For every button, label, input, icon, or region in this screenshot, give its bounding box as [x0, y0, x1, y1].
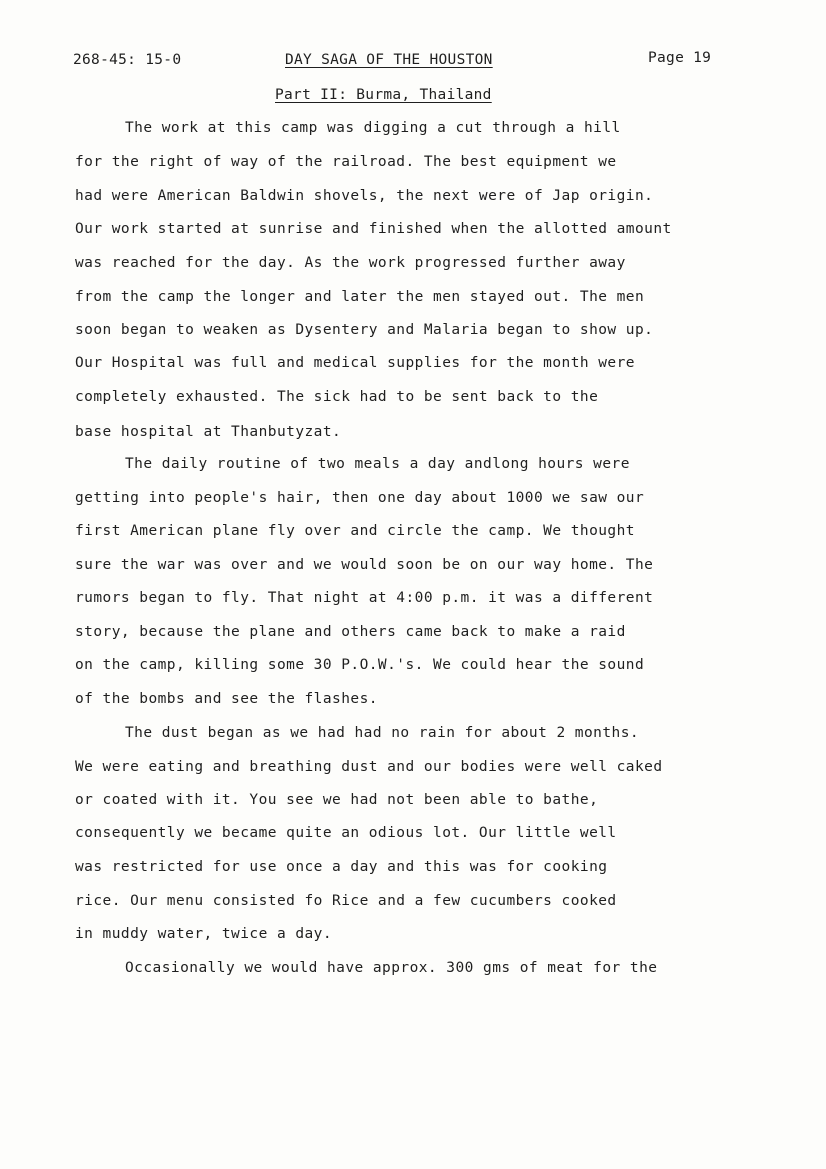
section-subtitle: Part II: Burma, Thailand: [275, 87, 492, 103]
paragraph-1-line-6: from the camp the longer and later the men stayed out. The men: [75, 289, 645, 305]
paragraph-3-line-4: consequently we became quite an odious lot. Our little well: [75, 825, 617, 841]
paragraph-3-line-5: was restricted for use once a day and this was for cooking: [75, 859, 608, 875]
paragraph-1-line-8: Our Hospital was full and medical supplies for the month were: [75, 355, 635, 371]
paragraph-1-line-1: The work at this camp was digging a cut through a hill: [125, 120, 621, 136]
paragraph-2-line-5: rumors began to fly. That night at 4:00 p.m. it was a different: [75, 590, 654, 606]
paragraph-2-line-2: getting into people's hair, then one day about 1000 we saw our: [75, 490, 645, 506]
document-title: DAY SAGA OF THE HOUSTON: [285, 52, 493, 68]
paragraph-3-line-3: or coated with it. You see we had not been able to bathe,: [75, 792, 599, 808]
paragraph-2-line-1: The daily routine of two meals a day andlong hours were: [125, 456, 630, 472]
paragraph-2-line-4: sure the war was over and we would soon be on our way home. The: [75, 557, 654, 573]
document-code: 268-45: 15-0: [73, 52, 182, 68]
page-number: Page 19: [648, 50, 712, 66]
paragraph-1-line-2: for the right of way of the railroad. The best equipment we: [75, 154, 617, 170]
paragraph-3-line-6: rice. Our menu consisted fo Rice and a few cucumbers cooked: [75, 893, 617, 909]
paragraph-4-line-1: Occasionally we would have approx. 300 gms of meat for the: [125, 960, 658, 976]
paragraph-2-line-8: of the bombs and see the flashes.: [75, 691, 378, 707]
paragraph-2-line-6: story, because the plane and others came back to make a raid: [75, 624, 626, 640]
paragraph-2-line-3: first American plane fly over and circle the camp. We thought: [75, 523, 635, 539]
paragraph-2-line-7: on the camp, killing some 30 P.O.W.'s. We could hear the sound: [75, 657, 645, 673]
paragraph-1-line-4: Our work started at sunrise and finished when the allotted amount: [75, 221, 672, 237]
paragraph-3-line-7: in muddy water, twice a day.: [75, 926, 333, 942]
paragraph-3-line-1: The dust began as we had had no rain for about 2 months.: [125, 725, 640, 741]
paragraph-1-line-10: base hospital at Thanbutyzat.: [75, 424, 342, 440]
paragraph-3-line-2: We were eating and breathing dust and our bodies were well caked: [75, 759, 663, 775]
paragraph-1-line-5: was reached for the day. As the work progressed further away: [75, 255, 626, 271]
paragraph-1-line-9: completely exhausted. The sick had to be sent back to the: [75, 389, 599, 405]
paragraph-1-line-7: soon began to weaken as Dysentery and Malaria began to show up.: [75, 322, 654, 338]
paragraph-1-line-3: had were American Baldwin shovels, the next were of Jap origin.: [75, 188, 654, 204]
